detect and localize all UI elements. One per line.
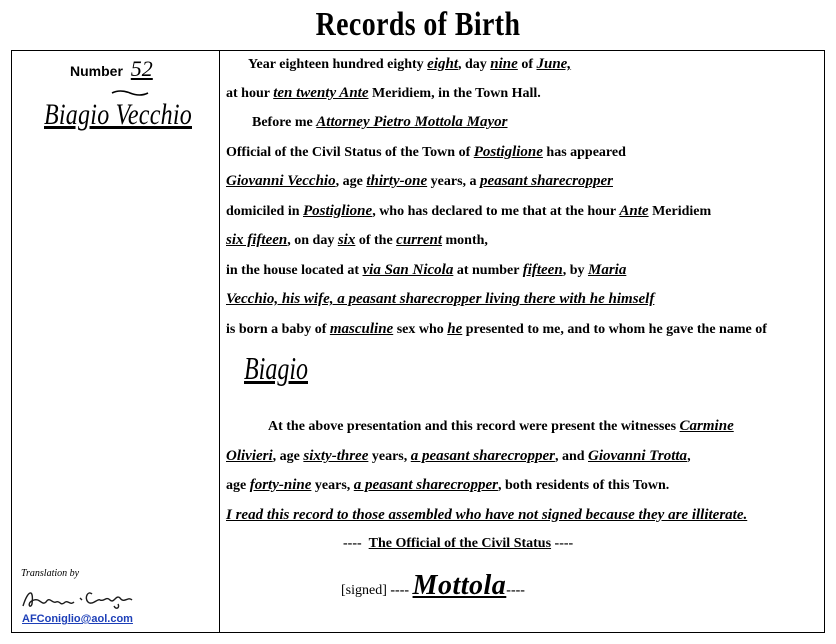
number-label: Number <box>70 63 123 79</box>
text: At the above presentation and this record were present the witnesses <box>268 419 680 434</box>
field-mother: Maria <box>587 262 627 278</box>
dash: ---- <box>506 583 525 598</box>
translator-signature-icon <box>20 584 136 612</box>
field-witness-1-age: sixty-three <box>303 448 369 464</box>
field-witness-2-occupation: a peasant sharecropper <box>353 477 498 493</box>
column-divider <box>219 50 220 633</box>
dash: ---- <box>390 583 410 598</box>
field-day: nine <box>490 56 518 72</box>
text: sex who <box>393 322 448 337</box>
text: , by <box>562 263 588 278</box>
record-line-5 <box>226 173 613 190</box>
record-line-8 <box>226 262 626 279</box>
text: , both residents of this Town. <box>497 478 670 493</box>
text: presented to me, and to whom he gave the name of <box>462 322 767 337</box>
text: age <box>226 478 250 493</box>
record-line-14 <box>226 507 747 524</box>
text: has appeared <box>542 145 626 160</box>
dash: ---- <box>554 536 574 551</box>
official-line <box>343 536 573 552</box>
text: is born a baby of <box>226 322 330 337</box>
text: years, <box>311 478 354 493</box>
record-line-6 <box>226 203 711 220</box>
text: , and <box>554 449 589 464</box>
field-year: eight <box>427 56 458 72</box>
text: Before me <box>252 115 317 130</box>
text: Official of the Civil Status of the Town of <box>226 145 474 160</box>
text: Year eighteen hundred eighty <box>248 57 428 72</box>
field-house-number: fifteen <box>522 262 563 278</box>
text: , <box>687 449 691 464</box>
field-witness-1: Carmine <box>679 418 734 434</box>
record-line-3 <box>252 114 508 131</box>
translator-email[interactable]: AFConiglio@aol.com <box>22 613 133 625</box>
page-title: Records of Birth <box>315 6 521 43</box>
field-father: Giovanni Vecchio <box>226 173 336 189</box>
text: of <box>517 57 537 72</box>
translation-label: Translation by <box>21 568 80 579</box>
field-witness-1-occupation: a peasant sharecropper <box>410 448 555 464</box>
text: month, <box>442 233 488 248</box>
baby-name: Biagio <box>244 350 308 386</box>
text: in the house located at <box>226 263 363 278</box>
text: at hour <box>226 86 274 101</box>
dash: ---- <box>343 536 362 551</box>
field-witness-2: Giovanni Trotta <box>588 448 688 464</box>
signature-name: Mottola <box>412 570 507 601</box>
field-presenter: he <box>447 321 463 337</box>
number-value: 52 <box>130 56 153 81</box>
record-line-2 <box>226 85 541 102</box>
field-hour: ten twenty Ante <box>273 85 369 101</box>
text: years, a <box>427 174 481 189</box>
field-mother-detail: Vecchio, his wife, a peasant sharecropper living there with he himself <box>226 291 655 307</box>
text: , age <box>335 174 367 189</box>
field-closing-statement: I read this record to those assembled who have not signed because they are illiterate. <box>226 507 748 523</box>
field-birth-hour: six fifteen <box>226 232 288 248</box>
text: , age <box>272 449 304 464</box>
field-month: June, <box>536 56 572 72</box>
record-number <box>70 56 153 82</box>
record-line-11 <box>268 418 734 435</box>
record-line-9 <box>226 291 654 308</box>
field-street: via San Nicola <box>362 262 454 278</box>
flourish-icon <box>110 88 150 98</box>
record-line-7 <box>226 232 488 249</box>
record-line-4 <box>226 144 626 161</box>
text: of the <box>355 233 397 248</box>
official-title: The Official of the Civil Status <box>368 536 552 551</box>
child-name: Biagio Vecchio <box>44 98 192 131</box>
field-witness-2-age: forty-nine <box>249 477 312 493</box>
text: Meridiem, in the Town Hall. <box>368 86 541 101</box>
record-line-10 <box>226 321 767 338</box>
text: , on day <box>287 233 338 248</box>
record-line-1 <box>248 56 571 73</box>
text: Meridiem <box>648 204 712 219</box>
record-line-13 <box>226 477 669 494</box>
text: , day <box>458 57 491 72</box>
field-domicile: Postiglione <box>303 203 373 219</box>
signature-line <box>341 570 525 602</box>
field-birth-day: six <box>337 232 356 248</box>
field-sex: masculine <box>329 321 394 337</box>
field-meridiem: Ante <box>619 203 649 219</box>
signed-label: [signed] <box>341 583 387 598</box>
field-father-occupation: peasant sharecropper <box>480 173 613 189</box>
field-mayor: Attorney Pietro Mottola Mayor <box>316 114 508 130</box>
record-line-12 <box>226 448 691 465</box>
field-birth-month: current <box>396 232 443 248</box>
text: years, <box>368 449 411 464</box>
field-town: Postiglione <box>473 144 543 160</box>
text: , who has declared to me that at the hour <box>372 204 620 219</box>
field-witness-1-surname: Olivieri <box>226 448 273 464</box>
field-father-age: thirty-one <box>366 173 428 189</box>
text: at number <box>453 263 523 278</box>
text: domiciled in <box>226 204 304 219</box>
